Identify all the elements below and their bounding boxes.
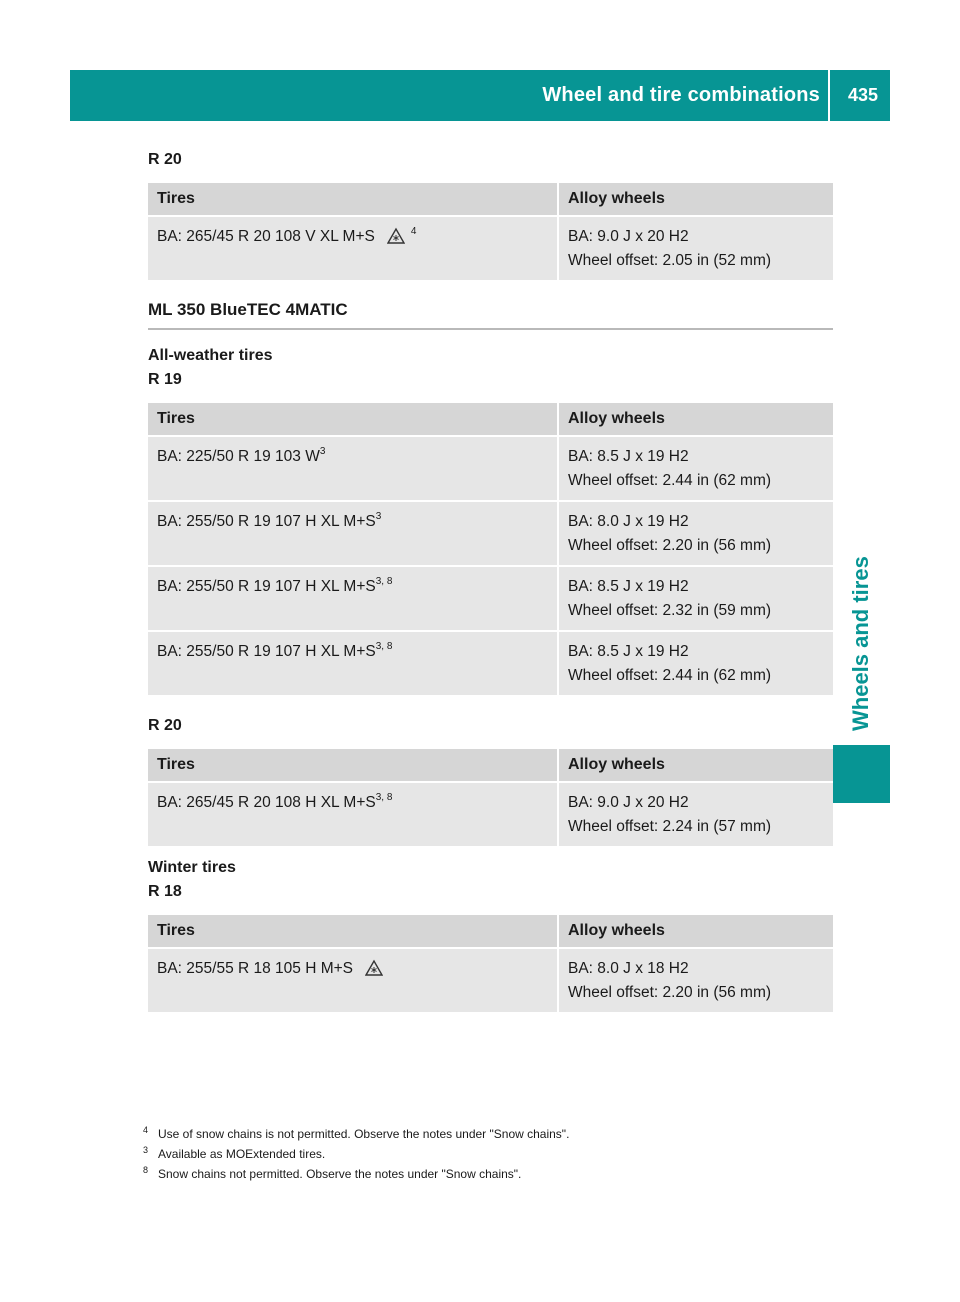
rim-size-label: R 18 (148, 883, 182, 900)
wheel-offset: Wheel offset: 2.32 in (59 mm) (568, 602, 772, 619)
wheel-cell (558, 436, 833, 501)
wheel-offset: Wheel offset: 2.44 in (62 mm) (568, 667, 772, 684)
footnote (143, 1124, 570, 1144)
rim-size-label: R 20 (148, 717, 182, 734)
table-header-row (148, 403, 833, 436)
table-row (148, 631, 833, 695)
table-header-row (148, 749, 833, 782)
col-header-tires: Tires (148, 403, 558, 436)
tire-cell (148, 216, 558, 280)
wheel-offset: Wheel offset: 2.05 in (52 mm) (568, 252, 772, 269)
side-tab-label: Wheels and tires (848, 556, 873, 731)
footnote-ref: 4 (410, 226, 417, 237)
tire-category-label: All-weather tires (148, 347, 273, 364)
footnote-ref: 3 (375, 511, 382, 522)
table-row (148, 436, 833, 501)
header-divider (828, 70, 830, 121)
col-header-wheels: Alloy wheels (558, 915, 833, 948)
tire-table-r18 (148, 915, 833, 1012)
wheel-spec: BA: 8.5 J x 19 H2 (568, 643, 689, 660)
page-title: Wheel and tire combinations (542, 84, 820, 106)
footnote-ref: 3, 8 (375, 641, 393, 652)
wheel-spec: BA: 9.0 J x 20 H2 (568, 228, 689, 245)
wheel-cell (558, 566, 833, 631)
tire-spec: BA: 265/45 R 20 108 V XL M+S (157, 228, 375, 245)
wheel-cell (558, 631, 833, 695)
tire-cell (148, 631, 558, 695)
tire-cell (148, 782, 558, 846)
wheel-spec: BA: 8.5 J x 19 H2 (568, 578, 689, 595)
tire-table-r19 (148, 403, 833, 695)
tire-table-r20-top (148, 183, 833, 280)
footnote-ref: 3 (319, 446, 326, 457)
wheel-cell (558, 501, 833, 566)
page-header (70, 70, 890, 121)
tire-spec: BA: 255/50 R 19 107 H XL M+S (157, 643, 376, 660)
footnote-text: Use of snow chains is not permitted. Observe the notes under "Snow chains". (158, 1127, 570, 1141)
tire-spec: BA: 225/50 R 19 103 W (157, 448, 320, 465)
tire-table-r20 (148, 749, 833, 846)
table-row (148, 216, 833, 280)
footnote-number: 3 (143, 1145, 149, 1155)
tire-spec: BA: 255/50 R 19 107 H XL M+S (157, 578, 376, 595)
tire-spec: BA: 255/50 R 19 107 H XL M+S (157, 513, 376, 530)
col-header-tires: Tires (148, 749, 558, 782)
tire-cell (148, 948, 558, 1012)
footnote-ref: 3, 8 (375, 792, 393, 803)
table-row (148, 566, 833, 631)
table-header-row (148, 915, 833, 948)
table-header-row (148, 183, 833, 216)
side-tab[interactable] (833, 121, 890, 771)
tire-cell (148, 436, 558, 501)
wheel-spec: BA: 8.5 J x 19 H2 (568, 448, 689, 465)
tire-spec: BA: 255/55 R 18 105 H M+S (157, 960, 354, 977)
col-header-wheels: Alloy wheels (558, 183, 833, 216)
col-header-wheels: Alloy wheels (558, 749, 833, 782)
table-row (148, 501, 833, 566)
model-heading: ML 350 BlueTEC 4MATIC (148, 299, 833, 330)
wheel-cell (558, 782, 833, 846)
wheel-spec: BA: 8.0 J x 19 H2 (568, 513, 689, 530)
snowflake-mountain-icon (365, 959, 383, 985)
snowflake-mountain-icon (387, 227, 405, 253)
footnote-ref: 3, 8 (375, 576, 393, 587)
tire-cell (148, 566, 558, 631)
col-header-wheels: Alloy wheels (558, 403, 833, 436)
footnote-text: Available as MOExtended tires. (158, 1147, 326, 1161)
main-content (148, 148, 833, 1012)
rim-size-label: R 20 (148, 151, 182, 168)
page-number: 435 (847, 85, 878, 105)
rim-size-label: R 19 (148, 371, 182, 388)
wheel-cell (558, 216, 833, 280)
wheel-cell (558, 948, 833, 1012)
footnote (143, 1164, 569, 1184)
tire-spec: BA: 265/45 R 20 108 H XL M+S (157, 794, 376, 811)
tire-cell (148, 501, 558, 566)
col-header-tires: Tires (148, 915, 558, 948)
footnote-number: 8 (143, 1165, 149, 1175)
footnote-text: Snow chains not permitted. Observe the notes under "Snow chains". (158, 1167, 522, 1181)
footnote (143, 1144, 569, 1164)
table-row (148, 782, 833, 846)
wheel-offset: Wheel offset: 2.20 in (56 mm) (568, 537, 772, 554)
col-header-tires: Tires (148, 183, 558, 216)
wheel-offset: Wheel offset: 2.44 in (62 mm) (568, 472, 772, 489)
footnote-number: 4 (143, 1125, 149, 1135)
wheel-offset: Wheel offset: 2.24 in (57 mm) (568, 818, 772, 835)
wheel-spec: BA: 9.0 J x 20 H2 (568, 794, 689, 811)
tire-category-label: Winter tires (148, 859, 236, 876)
side-tab-marker (833, 745, 890, 803)
wheel-spec: BA: 8.0 J x 18 H2 (568, 960, 689, 977)
wheel-offset: Wheel offset: 2.20 in (56 mm) (568, 984, 772, 1001)
table-row (148, 948, 833, 1012)
footnotes (143, 1124, 570, 1184)
